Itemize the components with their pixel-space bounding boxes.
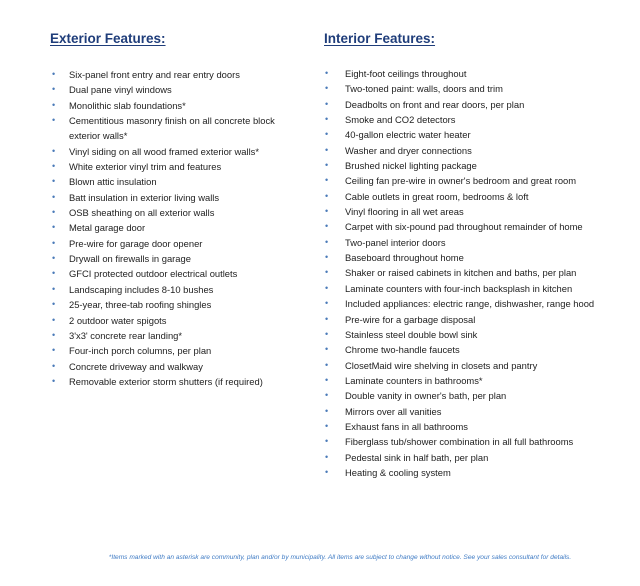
list-item-text: 25-year, three-tab roofing shingles [69,299,212,311]
bullet-icon: • [52,329,56,340]
list-item [325,358,615,373]
list-item [52,144,307,159]
bullet-icon: • [325,282,329,293]
list-item [325,388,615,403]
bullet-icon: • [325,405,329,416]
list-item-text: 40-gallon electric water heater [345,129,471,141]
list-item-text: ClosetMaid wire shelving in closets and pantry [345,359,538,371]
list-item-text: Pre-wire for a garbage disposal [345,313,476,325]
list-item-text: Blown attic insulation [69,176,157,188]
list-item [325,250,615,265]
list-item-text: Smoke and CO2 detectors [345,114,456,126]
bullet-icon: • [325,313,329,324]
bullet-icon: • [325,267,329,278]
list-item-text: Double vanity in owner's bath, per plan [345,390,507,402]
bullet-icon: • [325,420,329,431]
list-item-text: Vinyl flooring in all wet areas [345,206,464,218]
list-item [325,373,615,388]
list-item [325,434,615,449]
list-item-text: Two-toned paint: walls, doors and trim [345,83,503,95]
list-item [325,342,615,357]
list-item-text: Washer and dryer connections [345,144,472,156]
list-item [325,296,615,311]
list-item-text: Six-panel front entry and rear entry doors [69,69,240,80]
bullet-icon: • [325,236,329,247]
list-item [325,312,615,327]
list-item [52,266,307,281]
bullet-icon: • [52,375,56,386]
bullet-icon: • [325,359,329,370]
list-item-text: Two-panel interior doors [345,236,446,248]
list-item-text: OSB sheathing on all exterior walls [69,207,215,219]
bullet-icon: • [325,83,329,94]
bullet-icon: • [52,84,56,95]
list-item-text: Eight-foot ceilings throughout [345,68,467,79]
bullet-icon: • [325,129,329,140]
list-item-text: Chrome two-handle faucets [345,344,460,356]
bullet-icon: • [52,222,56,233]
list-item [325,66,615,81]
exterior-features-list [52,67,307,389]
list-item [52,343,307,358]
bullet-icon: • [52,115,56,126]
bullet-icon: • [325,390,329,401]
bullet-icon: • [325,328,329,339]
list-item [325,265,615,280]
list-item-text: GFCI protected outdoor electrical outlets [69,268,238,280]
list-item-text: Mirrors over all vanities [345,405,442,417]
bullet-icon: • [325,68,329,78]
list-item-text: Exhaust fans in all bathrooms [345,420,468,432]
bullet-icon: • [52,145,56,156]
list-item [52,282,307,297]
list-item-text: Heating & cooling system [345,466,451,478]
list-item [325,112,615,127]
list-item-text: Carpet with six-pound pad throughout remainder of home [345,221,583,233]
list-item [52,82,307,97]
interior-features-list [325,66,615,480]
list-item-text: Deadbolts on front and rear doors, per plan [345,98,525,110]
list-item-text: Brushed nickel lighting package [345,160,477,172]
bullet-icon: • [325,298,329,309]
bullet-icon: • [52,314,56,325]
bullet-icon: • [52,345,56,356]
list-item-text: Cable outlets in great room, bedrooms & loft [345,190,529,202]
bullet-icon: • [52,69,56,79]
list-item-text: Laminate counters in bathrooms* [345,374,483,386]
list-item [325,450,615,465]
list-item-text: Concrete driveway and walkway [69,360,203,372]
list-item-text: 3'x3' concrete rear landing* [69,329,183,341]
list-item-text: Metal garage door [69,222,146,234]
list-item [52,251,307,266]
list-item [325,97,615,112]
bullet-icon: • [325,98,329,109]
list-item [325,158,615,173]
bullet-icon: • [325,374,329,385]
bullet-icon: • [325,206,329,217]
list-item [325,404,615,419]
list-item [325,327,615,342]
list-item-text: Stainless steel double bowl sink [345,328,478,340]
list-item-text: Cementitious masonry finish on all concrete block exterior walls* [69,115,275,142]
list-item [325,465,615,480]
list-item [325,204,615,219]
list-item-text: White exterior vinyl trim and features [69,161,222,173]
list-item [325,281,615,296]
list-item [52,374,307,389]
list-item-text: Shaker or raised cabinets in kitchen and baths, per plan [345,267,577,279]
list-item [52,159,307,174]
list-item-text: Pedestal sink in half bath, per plan [345,451,489,463]
bullet-icon: • [325,466,329,477]
list-item-text: Baseboard throughout home [345,252,464,264]
list-item [325,419,615,434]
list-item-text: Pre-wire for garage door opener [69,237,203,249]
list-item [52,359,307,374]
list-item-text: Ceiling fan pre-wire in owner's bedroom and great room [345,175,577,187]
bullet-icon: • [52,176,56,187]
bullet-icon: • [52,283,56,294]
bullet-icon: • [325,175,329,186]
list-item [325,189,615,204]
list-item [325,219,615,234]
list-item-text: Dual pane vinyl windows [69,84,172,96]
list-item [325,127,615,142]
bullet-icon: • [325,221,329,232]
list-item [325,143,615,158]
list-item [52,297,307,312]
list-item-text: Batt insulation in exterior living walls [69,191,220,203]
list-item [52,313,307,328]
bullet-icon: • [52,268,56,279]
bullet-icon: • [52,253,56,264]
bullet-icon: • [325,160,329,171]
exterior-features-heading: Exterior Features: [50,31,166,46]
bullet-icon: • [325,451,329,462]
list-item [325,235,615,250]
bullet-icon: • [52,207,56,218]
list-item [52,98,307,113]
bullet-icon: • [52,161,56,172]
bullet-icon: • [52,237,56,248]
list-item-text: Landscaping includes 8-10 bushes [69,283,214,295]
bullet-icon: • [325,344,329,355]
bullet-icon: • [325,114,329,125]
list-item [52,67,307,82]
list-item [52,174,307,189]
bullet-icon: • [52,99,56,110]
list-item-text: Drywall on firewalls in garage [69,253,191,265]
list-item [52,328,307,343]
list-item-text: Included appliances: electric range, dishwasher, range hood [345,298,595,310]
bullet-icon: • [52,299,56,310]
interior-features-heading: Interior Features: [324,31,436,46]
footnote-text: *Items marked with an asterisk are community, plan and/or by municipality. All items are subject to change without notice. See your sales consultant for details. [108,554,572,561]
bullet-icon: • [325,436,329,447]
list-item-text: Vinyl siding on all wood framed exterior walls* [69,145,260,157]
bullet-icon: • [325,190,329,201]
list-item-text: Fiberglass tub/shower combination in all full bathrooms [345,436,574,448]
list-item [52,190,307,205]
list-item-text: Removable exterior storm shutters (if required) [69,375,263,387]
list-item-text: Four-inch porch columns, per plan [69,345,212,357]
bullet-icon: • [52,191,56,202]
bullet-icon: • [325,252,329,263]
footnote [0,554,640,561]
bullet-icon: • [52,360,56,371]
bullet-icon: • [325,144,329,155]
list-item [52,220,307,235]
list-item-text: Monolithic slab foundations* [69,99,186,111]
list-item-text: 2 outdoor water spigots [69,314,167,326]
list-item [52,113,307,144]
list-item [325,81,615,96]
list-item [325,173,615,188]
list-item-text: Laminate counters with four-inch backsplash in kitchen [345,282,573,294]
list-item [52,205,307,220]
list-item [52,236,307,251]
